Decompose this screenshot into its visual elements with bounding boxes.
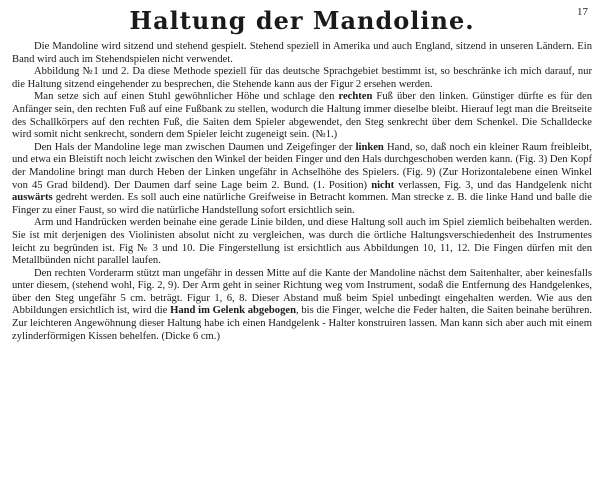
text-run: Fuß über den linken. Günstiger dürfte es für den Anfänger sein, den rechten Fuß auf eine Fußbank zu stellen, wodurch die Haltung immer dieselbe bleibt. Hierauf legt man die Breitseite des Schallkörpers auf den rechten Fuß, die Saiten dem Spieler abgewendet, den Steg senkrecht über dem Schenkel. Die Schalldecke wird somit nicht senkrecht, sondern dem Spieler leicht zugeneigt sein. (№1.): [12, 91, 592, 141]
text-run: Den rechten Vorderarm stützt man ungefähr in dessen Mitte auf die Kante der Mandoline nächst dem Saitenhalter, aber keinesfalls unter diesem, (stehend wohl, Fig. 2, 9). Der Arm geht in seiner Richtung weg vom Instrument, sodaß die Entfernung des Handgelenkes, über den Steg ungefähr 5 cm. beträgt. Figur 1, 6, 8. Dieser Abstand muß beim Spiel unbedingt eingehalten werden. Wie aus den Abbildungen ersichtlich ist, wird die: [12, 267, 592, 317]
bold-text: linken: [355, 141, 384, 153]
page-title: Haltung der Mandoline.: [129, 6, 475, 35]
text-run: Abbildung №1 und 2. Da diese Methode speziell für das deutsche Sprachgebiet bestimmt ist, so beschränke ich mich darauf, nur die Haltung sitzend eingehender zu besprechen, die Stehende kann aus der Figur 2 ersehen werden.: [12, 66, 592, 90]
text-run: Arm und Handrücken werden beinahe eine gerade Linie bilden, und diese Haltung soll auch im Spiel ziemlich beibehalten werden. Sie ist mit derjenigen des Violinisten absolut nicht zu vergleichen, was durch die örtliche Haltungsverschiedenheit des Instrumentes leicht zu begründen ist. Fig № 3 und 10. Die Fingerstellung ist ersichtlich aus Abbildungen 10, 11, 12. Die Fingen dürfen mit den Metallbünden nicht parallel laufen.: [12, 217, 592, 267]
paragraph-3: [12, 91, 592, 141]
text-run: gedreht werden. Es soll auch eine natürliche Greifweise in Betracht kommen. Man strecke z. B. die linke Hand und balle die Finger zu einer Faust, so wird die natürliche Handstellung sofort ersichtlich sein.: [12, 192, 592, 216]
text-run: Den Hals der Mandoline lege man zwischen Daumen und Zeigefinger der: [34, 141, 356, 153]
bold-text: auswärts: [12, 192, 53, 204]
text-run: Die Mandoline wird sitzend und stehend gespielt. Stehend speziell in Amerika und auch England, sitzend in unseren Ländern. Ein Band wird auch im Stehendspielen nicht verwendet.: [12, 41, 592, 65]
bold-text: Hand im Gelenk abgebogen: [170, 305, 296, 317]
text-run: Hand, so, daß noch ein kleiner Raum freibleibt, und etwa ein Bleistift noch leicht zwischen den Winkel der beiden Finger und den Hals durchgeschoben werden kann. (Fig. 3) Den Kopf der Mandoline bringt man durch Heben der Linken ungefähr in Achselhöhe des Spielers. (Fig. 9) (Zur Horizontalebene einen Winkel von 45 Grad bildend). Der Daumen darf seine Lage beim 2. Bund. (1. Position): [12, 141, 593, 191]
page-number: 17: [577, 6, 588, 18]
text-run: Man setze sich auf einen Stuhl gewöhnlicher Höhe und schlage den: [34, 91, 339, 103]
bold-text: rechten: [338, 91, 373, 103]
body-text: [12, 41, 592, 343]
bold-text: nicht: [371, 179, 395, 191]
text-run: verlassen, Fig. 3, und das Handgelenk nicht: [394, 179, 592, 191]
paragraph-6: [12, 268, 592, 344]
paragraph-1: [12, 41, 592, 66]
text-run: , bis die Finger, welche die Feder halten, die Saiten beinahe berühren. Zur leichteren Angewöhnung dieser Haltung habe ich einen Handgelenk - Halter konstruiren lassen. Man kann sich aber auch mit einem zylinderförmigen Kissen behelfen. (Dicke 6 cm.): [12, 305, 593, 342]
paragraph-2: [12, 66, 592, 91]
paragraph-5: [12, 217, 592, 267]
paragraph-4: [12, 142, 592, 218]
